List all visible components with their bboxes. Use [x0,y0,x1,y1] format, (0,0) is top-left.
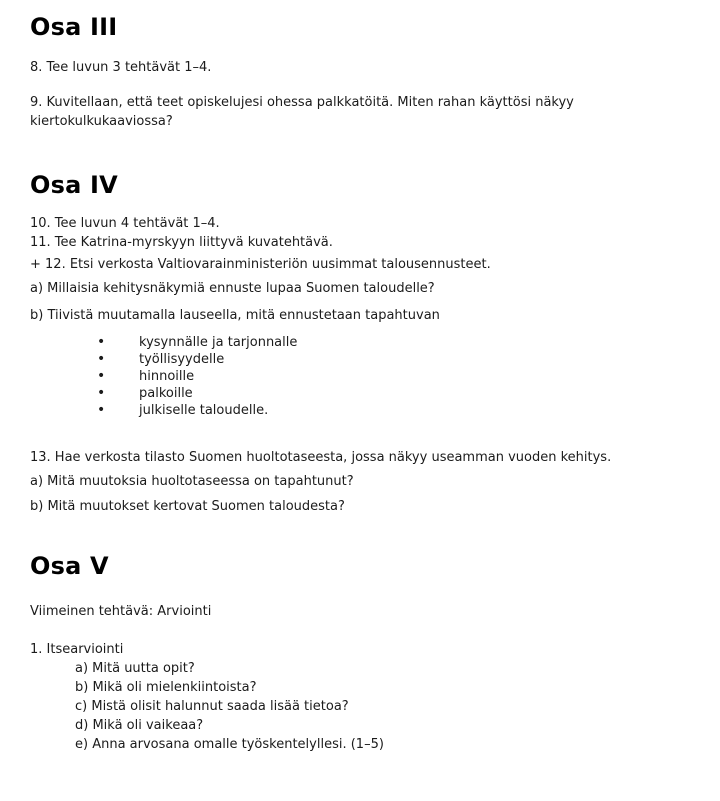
task-8-paragraph: 8. Tee luvun 3 tehtävät 1–4. [30,60,212,75]
forecast-bullet-list [30,334,692,419]
self-evaluation-item: a) Mitä uutta opit? [75,661,195,676]
bullet-item: • kysynnälle ja tarjonnalle [30,334,692,351]
self-evaluation-item: b) Mikä oli mielenkiintoista? [75,680,257,695]
self-evaluation-block [30,640,692,754]
task-10-11-paragraph [30,214,692,252]
self-evaluation-item: d) Mikä oli vaikeaa? [75,718,204,733]
task-13-paragraph: 13. Hae verkosta tilasto Suomen huoltotaseesta, jossa näkyy useamman vuoden kehitys. [30,450,612,465]
bullet-item: • julkiselle taloudelle. [30,402,692,419]
section-heading-osa-v: Osa V [30,552,109,580]
task-10-line: 10. Tee luvun 4 tehtävät 1–4. [30,216,220,231]
self-evaluation-title: 1. Itsearviointi [30,642,124,657]
task-13a-paragraph: a) Mitä muutoksia huoltotaseessa on tapahtunut? [30,474,354,489]
task-12a-paragraph: a) Millaisia kehitysnäkymiä ennuste lupaa Suomen taloudelle? [30,281,435,296]
section-heading-osa-iv: Osa IV [30,171,118,199]
task-12-paragraph: + 12. Etsi verkosta Valtiovarainministeriön uusimmat talousennusteet. [30,257,491,272]
final-task-intro: Viimeinen tehtävä: Arviointi [30,604,212,619]
task-9-paragraph: 9. Kuvitellaan, että teet opiskelujesi ohessa palkkatöitä. Miten rahan käyttösi näkyy kiertokulkukaaviossa? [30,95,574,129]
bullet-item: • työllisyydelle [30,351,692,368]
self-evaluation-item: e) Anna arvosana omalle työskentelyllesi. (1–5) [75,737,384,752]
task-11-line: 11. Tee Katrina-myrskyyn liittyvä kuvatehtävä. [30,235,333,250]
section-heading-osa-iii: Osa III [30,13,118,41]
task-12b-paragraph: b) Tiivistä muutamalla lauseella, mitä ennustetaan tapahtuvan [30,308,440,323]
task-13b-paragraph: b) Mitä muutokset kertovat Suomen taloudesta? [30,499,345,514]
bullet-item: • hinnoille [30,368,692,385]
bullet-item: • palkoille [30,385,692,402]
self-evaluation-item: c) Mistä olisit halunnut saada lisää tietoa? [75,699,349,714]
